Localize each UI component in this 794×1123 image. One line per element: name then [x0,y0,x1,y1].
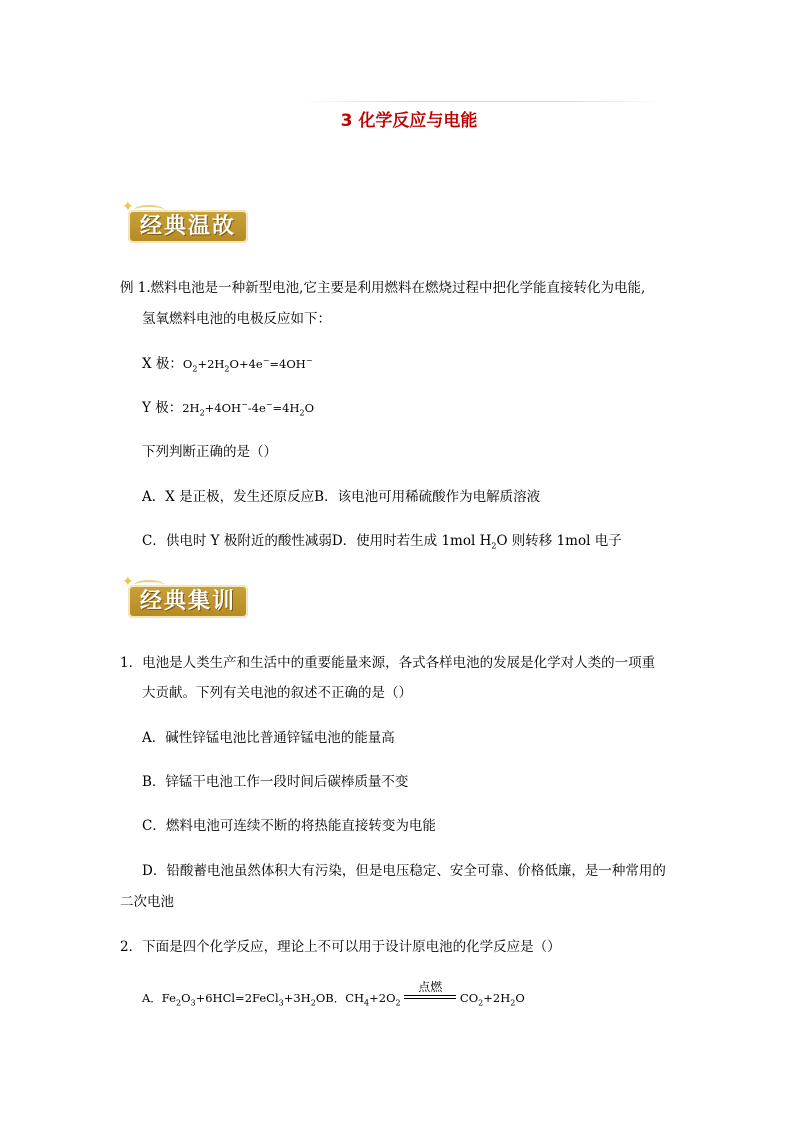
header-rule [300,101,664,102]
q1-option-a: A．碱性锌锰电池比普通锌锰电池的能量高 [142,730,395,746]
star-icon: ✦ [122,199,134,215]
section-badge-label: 经典集训 [139,589,236,614]
example1-stem-line2: 氢氧燃料电池的电极反应如下： [142,311,331,327]
option-d: D．使用时若生成 1mol $H_2O$ 则转移 1mol 电子 [331,533,622,551]
section-badge-practice [122,574,252,620]
section-badge-label: 经典温故 [139,214,236,239]
example1-x-electrode [142,354,313,374]
example1-options-cd [142,531,622,551]
q1-stem-line1: 1．电池是人类生产和生活中的重要能量来源，各式各样电池的发展是化学对人类的一项重 [120,655,656,671]
section-badge-review [122,199,252,245]
q2-option-b: B．$CH_4+2O_2$ 点燃 $CO_2+2H_2O$ [325,980,525,1008]
option-a: A．X 是正极，发生还原反应 [142,489,315,505]
q1-option-d-line1: D．铅酸蓄电池虽然体积大有污染，但是电压稳定、安全可靠、价格低廉，是一种常用的 [142,863,666,879]
example1-question: 下列判断正确的是（） [142,444,277,460]
q1-option-d-line2: 二次电池 [120,894,174,910]
q1-option-b: B．锌锰干电池工作一段时间后碳棒质量不变 [142,774,409,790]
example1-stem-line1: 例 1.燃料电池是一种新型电池,它主要是利用燃料在燃烧过程中把化学能直接转化为电能, [120,280,646,296]
q2-option-a: A．$Fe_2O_3+6HCl=2FeCl_3+3H_2O$ [142,991,326,1008]
y-electrode-equation: $2H_2+4OH^--4e^-=4H_2O$ [182,400,315,418]
q2-options-ab [142,980,525,1008]
option-c: C．供电时 Y 极附近的酸性减弱 [142,533,332,549]
y-electrode-label: Y 极： [142,400,183,416]
q1-stem-line2: 大贡献。下列有关电池的叙述不正确的是（） [142,685,412,701]
example1-y-electrode [142,398,314,418]
q1-option-c: C．燃料电池可连续不断的将热能直接转变为电能 [142,818,436,834]
option-b: B．该电池可用稀硫酸作为电解质溶液 [314,489,541,505]
x-electrode-equation: $O_2+2H_2O+4e^-=4OH^-$ [182,356,313,374]
x-electrode-label: X 极： [142,356,183,372]
page-title: 3 化学反应与电能 [340,111,478,131]
star-icon: ✦ [122,574,134,590]
q2-stem: 2．下面是四个化学反应，理论上不可以用于设计原电池的化学反应是（） [120,939,561,955]
example1-options-ab [142,487,540,507]
reaction-condition: 点燃 [418,980,443,994]
